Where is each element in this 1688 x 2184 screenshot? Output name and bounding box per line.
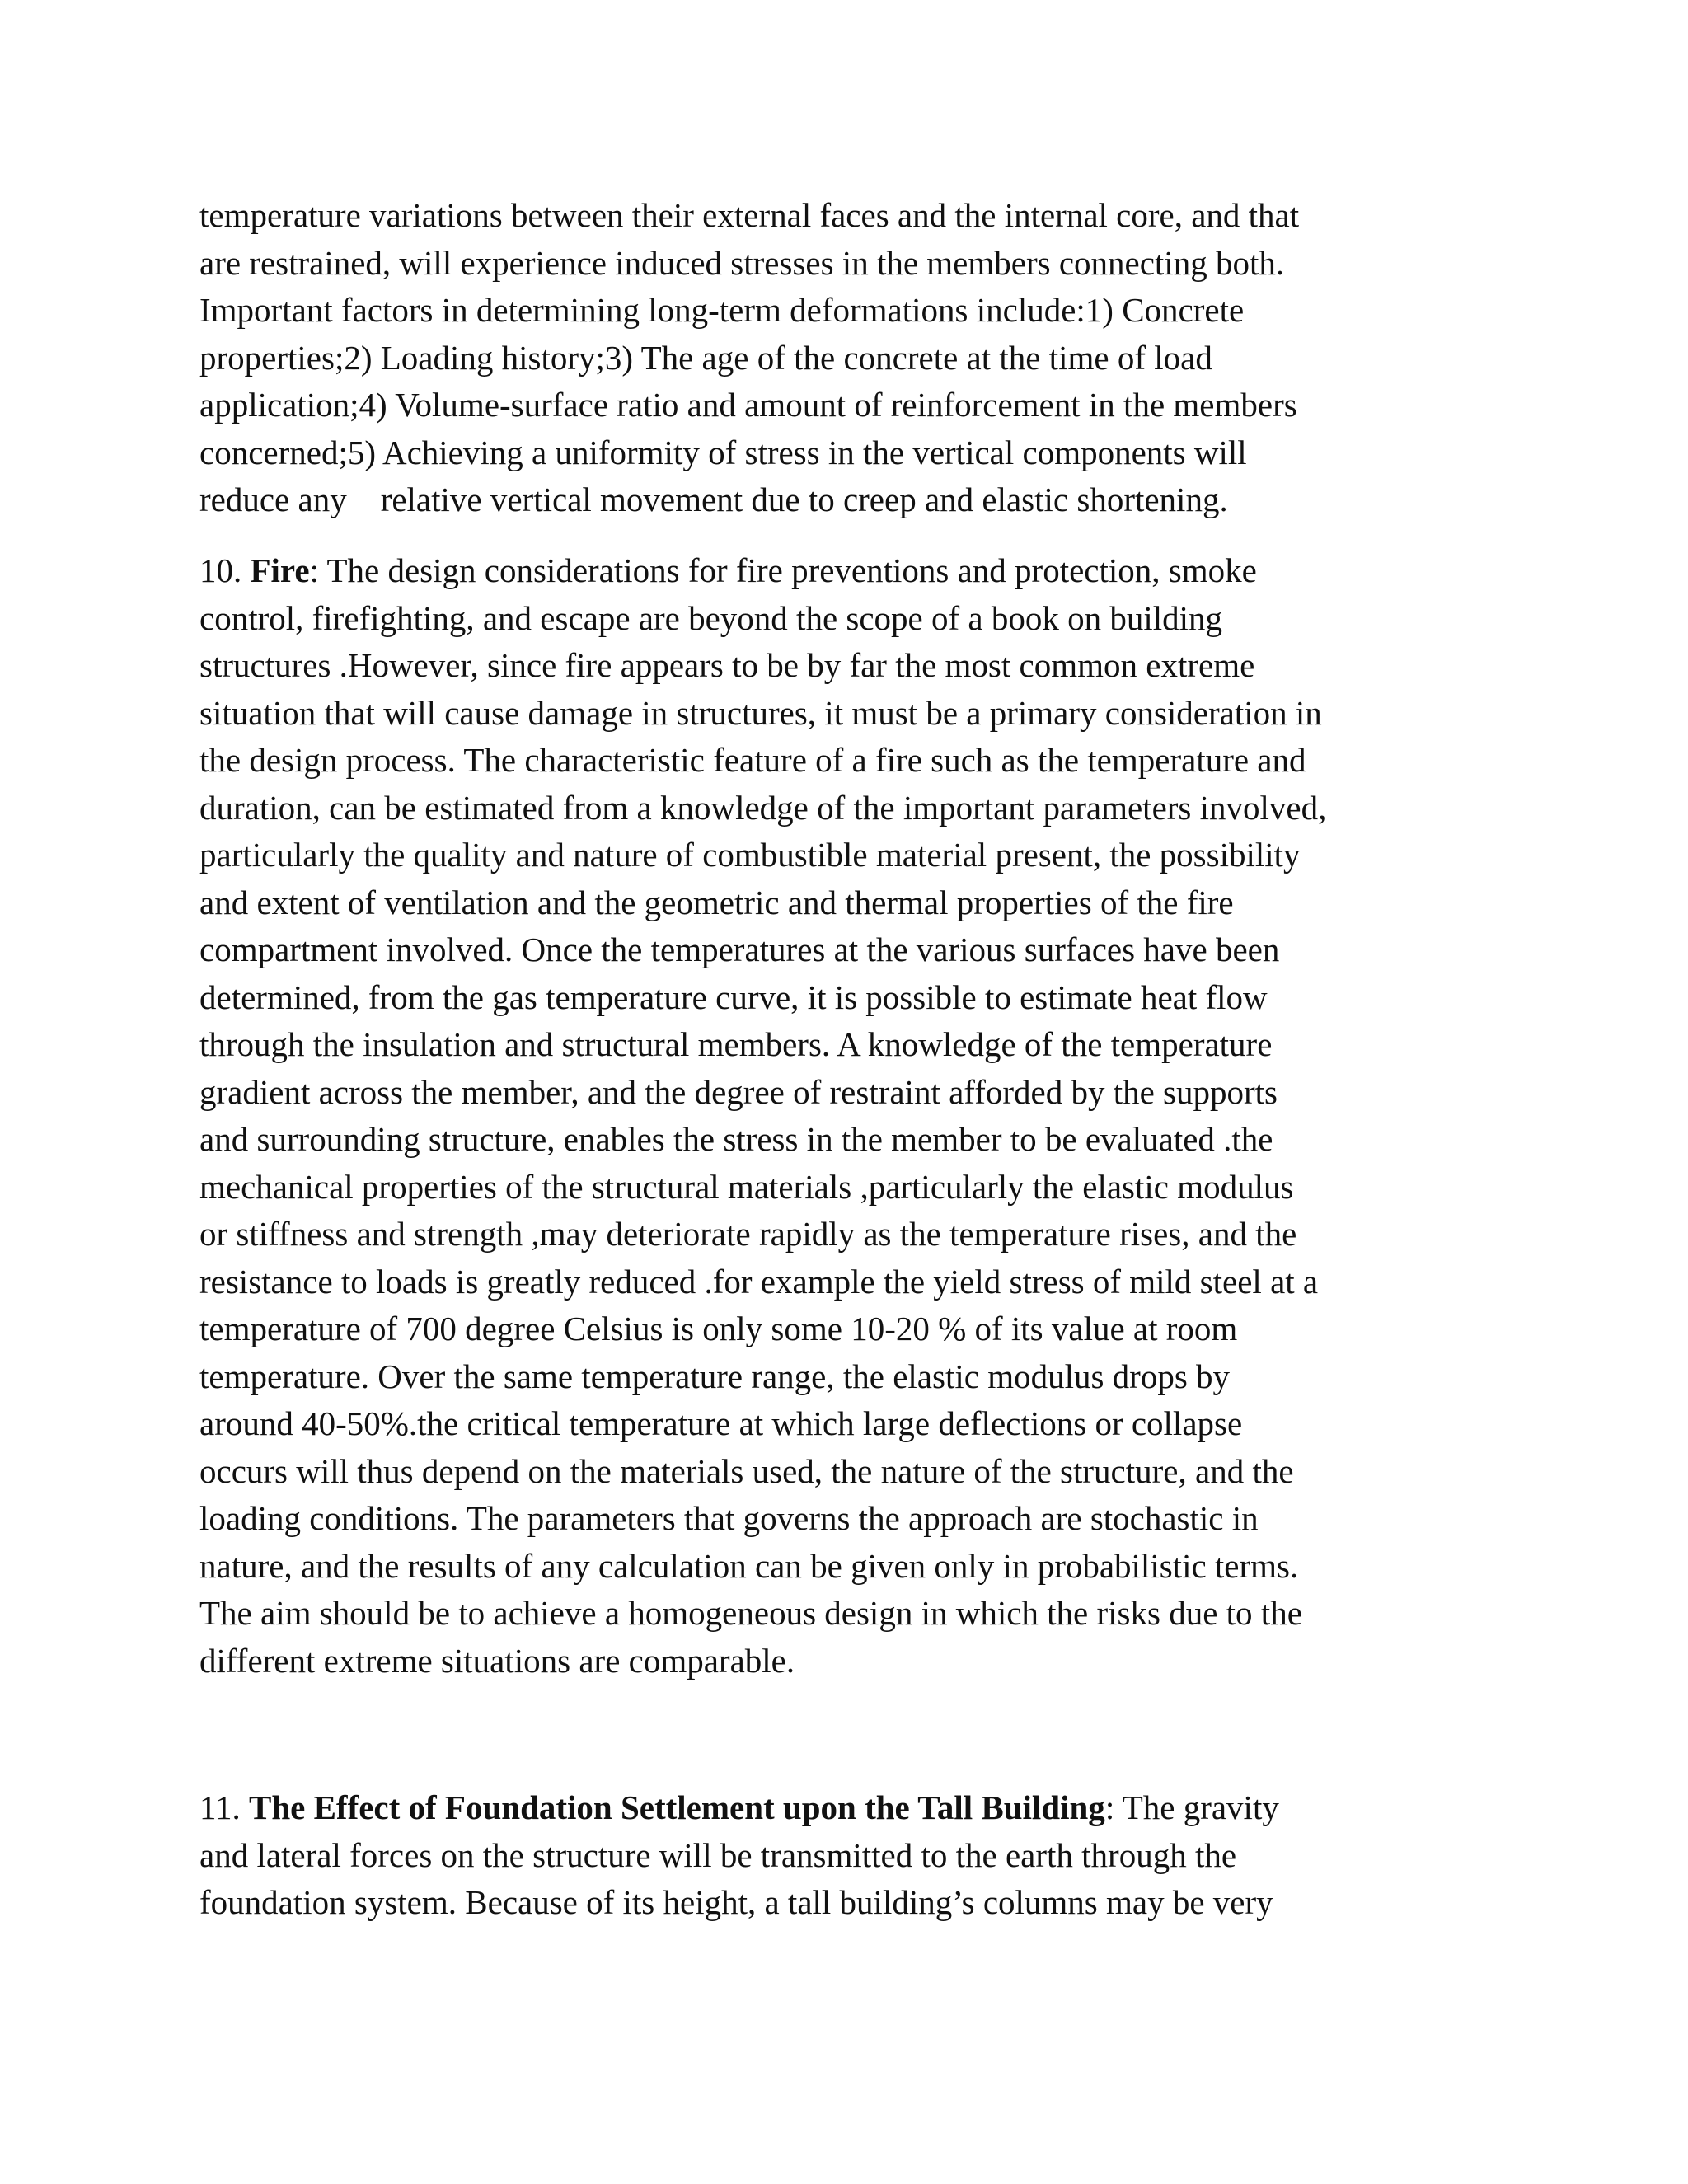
text-line: gradient across the member, and the degree of restraint afforded by the supports <box>199 1072 1278 1111</box>
section-foundation-settlement <box>199 1784 1518 1927</box>
text-line: duration, can be estimated from a knowledge of the important parameters involved, <box>199 788 1327 827</box>
text-line: or stiffness and strength ,may deteriorate rapidly as the temperature rises, and the <box>199 1215 1297 1253</box>
text-line: properties;2) Loading history;3) The age of the concrete at the time of load <box>199 338 1212 377</box>
text-line: through the insulation and structural members. A knowledge of the temperature <box>199 1025 1273 1063</box>
text-line: concerned;5) Achieving a uniformity of stress in the vertical components will <box>199 433 1247 471</box>
text-line: and surrounding structure, enables the stress in the member to be evaluated .the <box>199 1120 1273 1158</box>
text-line: The aim should be to achieve a homogeneous design in which the risks due to the <box>199 1594 1302 1632</box>
text-line: temperature. Over the same temperature range, the elastic modulus drops by <box>199 1357 1231 1395</box>
paragraph-creep-shortening <box>199 192 1518 524</box>
text-line: : The gravity <box>1104 1788 1279 1826</box>
section-heading-line <box>199 547 1518 595</box>
text-line: determined, from the gas temperature curve, it is possible to estimate heat flow <box>199 977 1268 1016</box>
text-line: the design process. The characteristic feature of a fire such as the temperature and <box>199 741 1306 779</box>
text-line: foundation system. Because of its height, a tall building’s columns may be very <box>199 1883 1273 1921</box>
text-line: reduce any relative vertical movement due to creep and elastic shortening. <box>199 480 1228 518</box>
section-fire <box>199 547 1518 1685</box>
text-line: temperature of 700 degree Celsius is only some 10-20 % of its value at room <box>199 1310 1238 1347</box>
section-heading: Fire <box>250 551 310 589</box>
text-line: different extreme situations are comparable. <box>199 1641 795 1680</box>
text-line: occurs will thus depend on the materials used, the nature of the structure, and the <box>199 1451 1294 1490</box>
text-line: Important factors in determining long-term deformations include:1) Concrete <box>199 291 1245 329</box>
text-line: : The design considerations for fire preventions and protection, smoke <box>309 551 1257 589</box>
text-line: around 40-50%.the critical temperature at which large deflections or collapse <box>199 1404 1243 1442</box>
section-heading: The Effect of Foundation Settlement upon the Tall Building <box>248 1788 1105 1826</box>
section-number: 11. <box>199 1788 249 1826</box>
text-line: mechanical properties of the structural materials ,particularly the elastic modulus <box>199 1167 1294 1206</box>
text-line: and extent of ventilation and the geometric and thermal properties of the fire <box>199 883 1234 921</box>
section-heading-line <box>199 1784 1518 1832</box>
text-line: control, firefighting, and escape are beyond the scope of a book on building <box>199 598 1223 637</box>
text-line: compartment involved. Once the temperatures at the various surfaces have been <box>199 930 1280 968</box>
text-line: resistance to loads is greatly reduced .for example the yield stress of mild steel at a <box>199 1262 1319 1301</box>
text-line: temperature variations between their external faces and the internal core, and that <box>199 196 1300 234</box>
text-line: structures .However, since fire appears to be by far the most common extreme <box>199 646 1255 684</box>
text-line: application;4) Volume-surface ratio and amount of reinforcement in the members <box>199 386 1297 424</box>
text-line: loading conditions. The parameters that governs the approach are stochastic in <box>199 1499 1259 1537</box>
text-line: are restrained, will experience induced stresses in the members connecting both. <box>199 243 1285 282</box>
text-line: and lateral forces on the structure will be transmitted to the earth through the <box>199 1835 1237 1874</box>
section-number: 10. <box>199 551 251 589</box>
text-line: particularly the quality and nature of combustible material present, the possibility <box>199 836 1301 874</box>
text-line: situation that will cause damage in structures, it must be a primary consideration in <box>199 693 1322 732</box>
text-line: nature, and the results of any calculation can be given only in probabilistic terms. <box>199 1546 1299 1585</box>
